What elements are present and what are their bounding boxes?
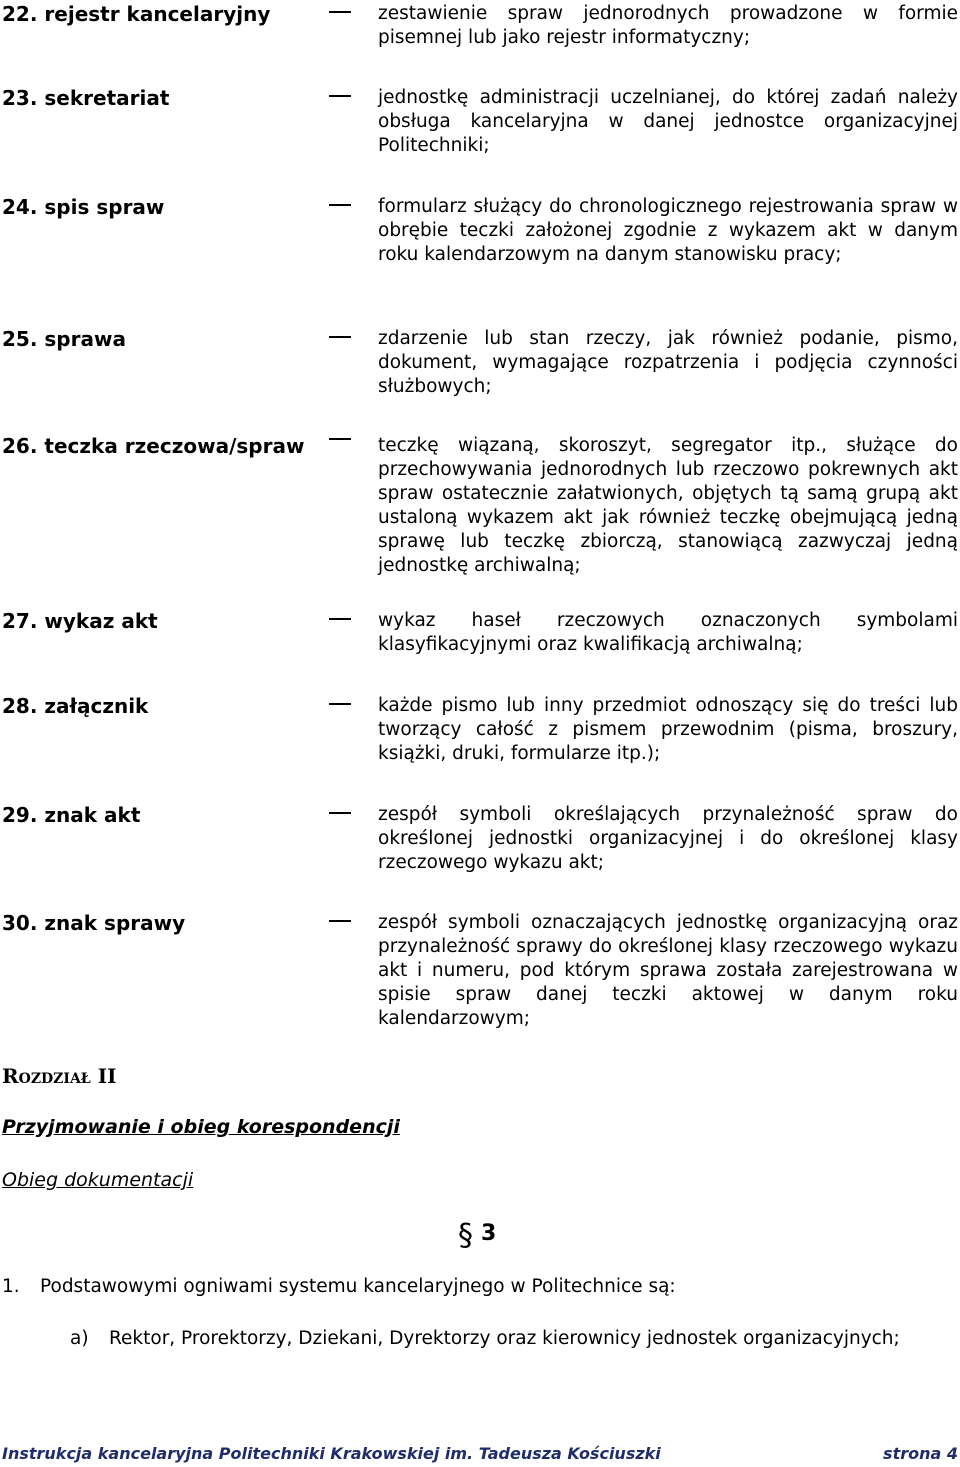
chapter-word: Rozdział (2, 1064, 91, 1088)
definition-text: zdarzenie lub stan rzeczy, jak również podanie, pismo, dokument, wymagające rozpatrzenia i podjęcia czynności służbowych; (378, 328, 958, 397)
definition-dash (313, 694, 361, 718)
footer-title: Instrukcja kancelaryjna Politechniki Krakowskiej im. Tadeusza Kościuszki (2, 1444, 661, 1463)
definition-term: 22. rejestr kancelaryjny (2, 2, 271, 26)
section-sign-icon: § (458, 1218, 473, 1253)
definition-term: 23. sekretariat (2, 86, 170, 110)
definition-dash (313, 911, 361, 935)
subsection-title: Obieg dokumentacji (2, 1169, 194, 1191)
definition-text: formularz służący do chronologicznego rejestrowania spraw w obrębie teczki założonej zgodnie z wykazem akt w danym roku kalendarzowym na danym stanowisku pracy; (378, 196, 958, 265)
lettered-subpoint (70, 1327, 958, 1351)
definition-dash (313, 195, 361, 219)
definition-term: 24. spis spraw (2, 195, 165, 219)
page-footer (2, 1444, 958, 1466)
numbered-point (2, 1275, 676, 1299)
definition-term: 26. teczka rzeczowa/spraw (2, 434, 305, 458)
paragraph-number: 3 (481, 1221, 497, 1246)
definition-text: teczkę wiązaną, skoroszyt, segregator itp., służące do przechowywania jednorodnych lub rzeczowo pokrewnych akt spraw ostatecznie załatwionych, objętych tą samą grupą akt ustaloną wykazem akt jak również teczkę obejmującą jedną sprawę lub teczkę zbiorczą, stanowiącą zazwyczaj jedną jednostkę archiwalną; (378, 435, 958, 576)
definition-term: 29. znak akt (2, 803, 141, 827)
definition-text: zespół symboli oznaczających jednostkę organizacyjną oraz przynależność sprawy do określonej klasy rzeczowego wykazu akt i numeru, pod którym sprawa została zarejestrowana w spisie spraw danej teczki aktowej w danym roku kalendarzowym; (378, 912, 958, 1029)
definition-text: zespół symboli określających przynależność spraw do określonej jednostki organizacyjnej i do określonej klasy rzeczowego wykazu akt; (378, 804, 958, 873)
chapter-numeral: II (97, 1064, 117, 1088)
definition-text: wykaz haseł rzeczowych oznaczonych symbolami klasyfikacyjnymi oraz kwalifikacją archiwalną; (378, 610, 958, 655)
definition-text: zestawienie spraw jednorodnych prowadzone w formie pisemnej lub jako rejestr informatyczny; (378, 3, 958, 48)
subpoint-letter: a) (70, 1328, 89, 1349)
paragraph-heading (458, 1218, 496, 1253)
section-title: Przyjmowanie i obieg korespondencji (2, 1116, 400, 1138)
chapter-heading (2, 1064, 116, 1088)
footer-page-number: strona 4 (883, 1444, 958, 1463)
point-number: 1. (2, 1276, 20, 1297)
definition-dash (313, 86, 361, 110)
definition-dash (313, 609, 361, 633)
definition-text: jednostkę administracji uczelnianej, do której zadań należy obsługa kancelaryjna w danej jednostce organizacyjnej Politechniki; (378, 87, 958, 156)
definition-term: 30. znak sprawy (2, 911, 186, 935)
definition-text: każde pismo lub inny przedmiot odnoszący się do treści lub tworzący całość z pismem przewodnim (pisma, broszury, książki, druki, formularze itp.); (378, 695, 958, 764)
definition-term: 25. sprawa (2, 327, 126, 351)
definition-dash (313, 327, 361, 351)
subpoint-text: Rektor, Prorektorzy, Dziekani, Dyrektorzy oraz kierownicy jednostek organizacyjnych; (109, 1328, 900, 1349)
definition-term: 28. załącznik (2, 694, 149, 718)
definition-term: 27. wykaz akt (2, 609, 158, 633)
definition-dash (313, 429, 361, 453)
definition-dash (313, 2, 361, 26)
definition-dash (313, 803, 361, 827)
point-text: Podstawowymi ogniwami systemu kancelaryjnego w Politechnice są: (40, 1276, 676, 1297)
